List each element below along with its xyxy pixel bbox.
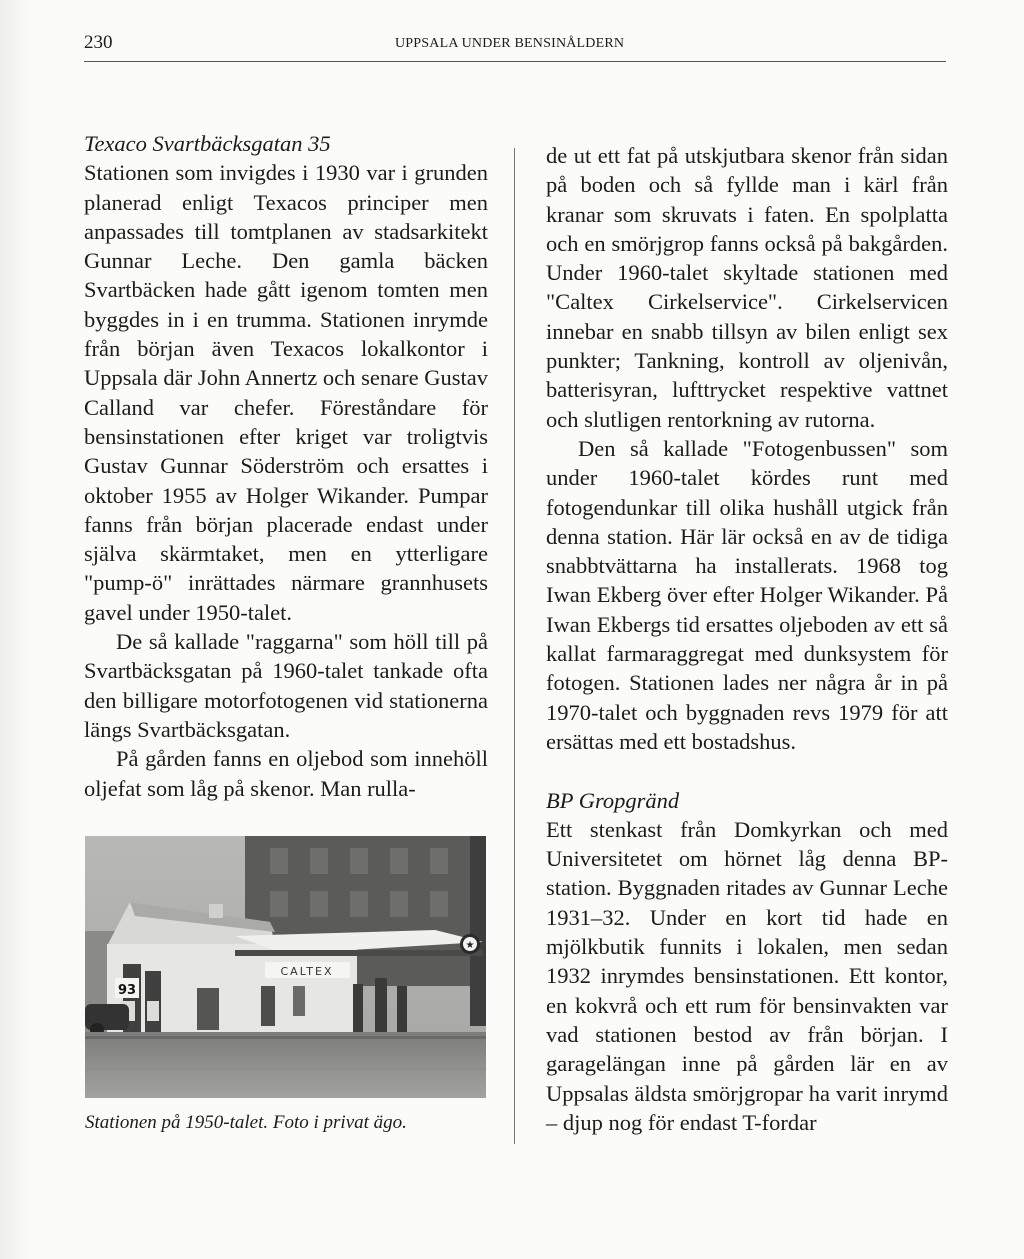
svg-text:★: ★	[465, 940, 475, 951]
photo-caption: Stationen på 1950-talet. Foto i privat ägo.	[85, 1112, 407, 1133]
section-heading-bp: BP Gropgränd	[546, 787, 680, 813]
section-spacer	[546, 756, 948, 785]
station-photo	[85, 836, 486, 1098]
section-heading-texaco: Texaco Svartbäcksgatan 35	[84, 131, 331, 156]
paragraph: De så kallade "raggarna" som höll till på Svartbäcksgatan på 1960-talet tankade ofta den billigare motorfotogenen vid stationerna längs Svartbäcksgatan.	[84, 629, 488, 742]
running-head: UPPSALA UNDER BENSINÅLDERN	[395, 36, 625, 51]
column-divider	[514, 148, 515, 1144]
page-gutter-shadow	[0, 0, 34, 1259]
pump-number: 93	[117, 983, 137, 998]
left-column	[84, 129, 488, 803]
paragraph: På gården fanns en oljebod som innehöll oljefat som låg på skenor. Man rulla-	[84, 746, 488, 801]
paragraph: Den så kallade "Fotogenbussen" som under 1960-talet kördes runt med fotogendunkar till olika hushåll utgick från denna station. Här lär också en av de tidiga snabbtvättarna ha installerats. 1968 tog Iwan Ekberg över efter Holger Wikander. På Iwan Ekbergs tid ersattes oljeboden av ett så kallat farmaraggregat med dunksystem för fotogen. Stationen lades ner några år in på 1970-talet och byggnaden revs 1979 för att ersättas med ett bostadshus.	[546, 435, 948, 754]
paragraph: Stationen som invigdes i 1930 var i grunden planerad enligt Texacos principer men anpassades till tomtplanen av stadsarkitekt Gunnar Leche. Den gamla bäcken Svartbäcken hade gått igenom tomten men byggdes in i en trumma. Stationen inrymde från början även Texacos lokalkontor i Uppsala där John Annertz och senare Gustav Calland var chefer. Föreståndare för bensinstationen efter kriget var troligtvis Gustav Gunnar Söderström och ersattes i oktober 1955 av Holger Wikander. Pumpar fanns från början placerade endast under själva skärmtaket, men en ytterligare "pump-ö" inrättades närmare grannhusets gavel under 1950-talet.	[84, 160, 488, 625]
page-number: 230	[84, 32, 113, 53]
header-rule	[84, 61, 946, 62]
caltex-sign: CALTEX	[280, 965, 334, 978]
paragraph: Ett stenkast från Domkyrkan och med Universitetet om hörnet låg denna BP-station. Byggnaden ritades av Gunnar Leche 1931–32. Under en kort tid hade en mjölkbutik funnits i lokalen, men sedan 1932 inrymdes bensinstationen. Ett kontor, en kokvrå och ett rum för bensinvakten var vad stationen bestod av från början. I garagelängan inne på gården lär en av Uppsalas äldsta smörjgropar ha varit inrymd – djup nog för endast T-fordar	[546, 816, 948, 1135]
paragraph: de ut ett fat på utskjutbara skenor från sidan på boden och så fyllde man i kärl från kranar som skruvats i faten. En spolplatta och en smörjgrop fanns också på bakgården. Under 1960-talet skyltade stationen med "Caltex Cirkelservice". Cirkelservicen innebar en snabb tillsyn av bilen enligt sex punkter; Tankning, kontroll av oljenivån, batterisyran, lufttrycket respektive vattnet och slutligen rentorkning av rutorna.	[546, 143, 948, 432]
right-column	[546, 141, 948, 1137]
